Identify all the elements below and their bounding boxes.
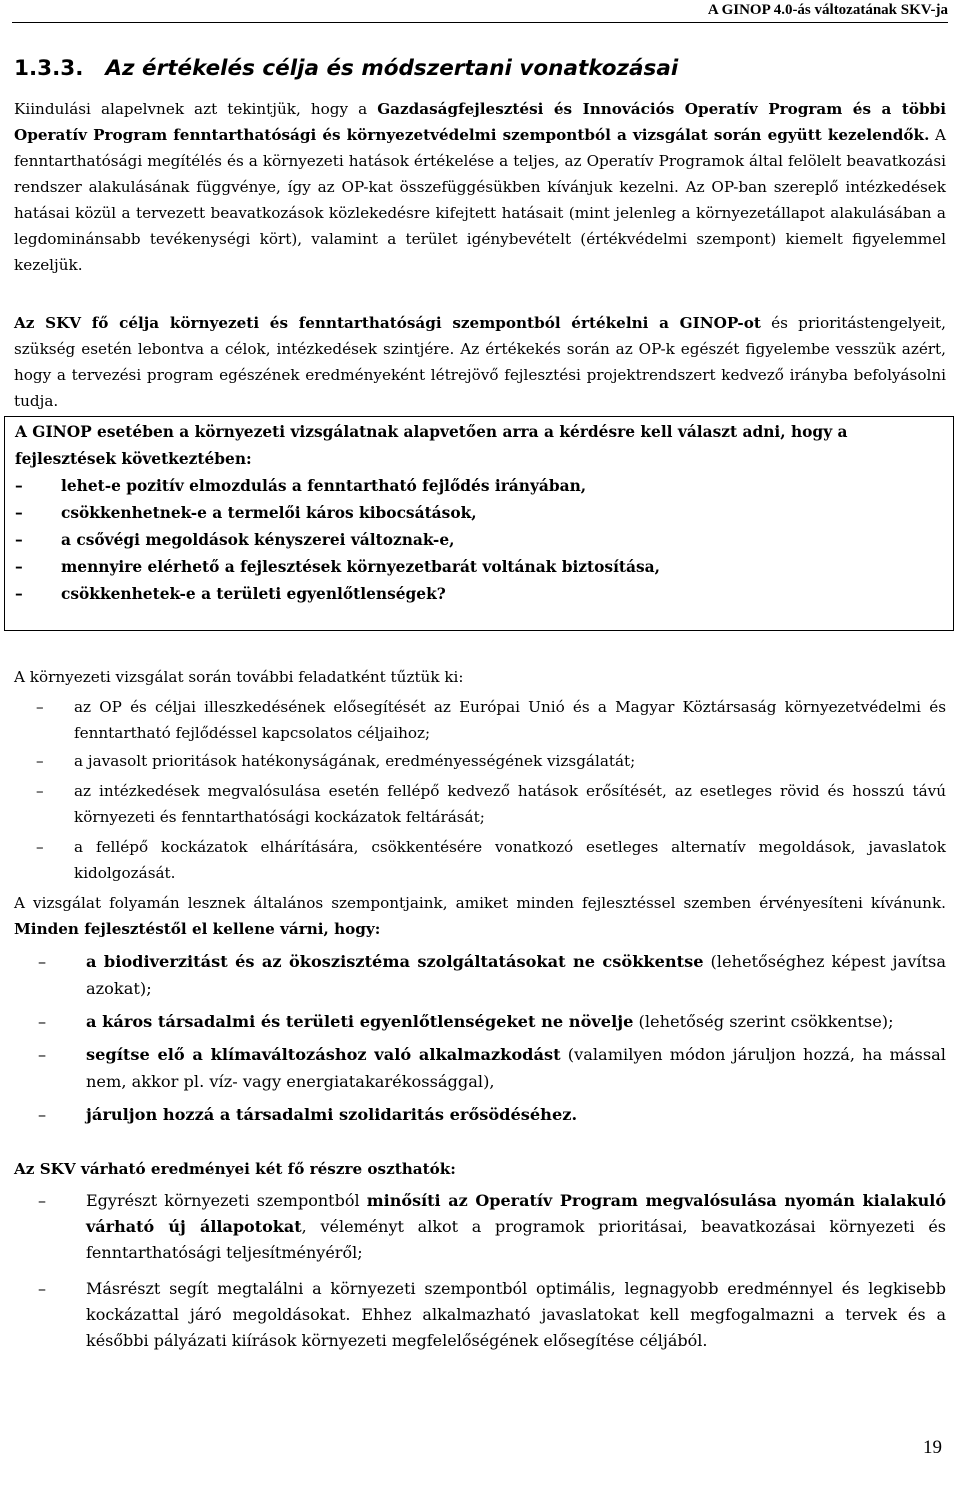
text-run: A vizsgálat folyamán lesznek általános szempontjaink, amiket minden fejlesztéssel szemben érvényesíteni kívánunk. xyxy=(14,894,946,912)
text-run: és prioritástengelyeit, szükség esetén lebontva a célok, intézkedések szintjére. Az értékekés során az OP-k egészét figyelembe vesszük azért, hogy a tervezési program egészének eredményeként létrejövő fejlesztési projektrendszert kedvező irányba befolyásolni tudja. xyxy=(14,314,946,410)
results-heading: Az SKV várható eredményei két fő részre oszthatók: xyxy=(14,1160,456,1178)
list-item: – a fellépő kockázatok elhárítására, csökkentésére vonatkozó esetleges alternatív megoldások, javaslatok kidolgozását. xyxy=(14,834,946,886)
tasks-block xyxy=(14,694,946,886)
text-run: A fenntarthatósági megítélés és a környezeti hatások értékelése a teljes, az Operatív Programok által felölelt beavatkozási rendszer alakulásának függvénye, így az OP-kat összefüggésükben kívánjuk kezelni. Az OP-ban szereplő intézkedések hatásai közül a tervezett beavatkozások közlekedésre kifejtett hatásait (mint jelenleg a környezetállapot alakulásában a legdominánsabb tevékenységi kört), valamint a terület igénybevételt (értékvédelmi szempont) kiemelt figyelemmel kezeljük. xyxy=(14,126,946,274)
section-heading xyxy=(14,56,678,81)
list-item: – Másrészt segít megtalálni a környezeti szempontból optimális, legnagyobb eredménnyel és legkisebb kockázattal járó megoldásokat. Ehhez alkalmazható javaslatokat kell megfogalmazni a tervek és a későbbi pályázati kiírások környezeti megfelelőségének elősegítése céljából. xyxy=(14,1276,946,1354)
list-item xyxy=(14,1188,946,1266)
list-item xyxy=(14,948,946,1002)
list-item xyxy=(14,1041,946,1095)
list-item: – csökkenhetek-e a területi egyenlőtlenségek? xyxy=(15,581,945,608)
text-run: Kiindulási alapelvnek azt tekintjük, hogy a xyxy=(14,100,378,118)
bold-run: járuljon hozzá a társadalmi szolidaritás erősödéséhez. xyxy=(86,1105,578,1124)
text-run: (valamilyen módon járuljon hozzá, ha mással nem, akkor pl. víz- vagy energiatakarékossággal), xyxy=(86,1045,946,1091)
list-item xyxy=(14,1008,946,1035)
tasks-intro xyxy=(14,664,946,690)
list-item: – mennyire elérhető a fejlesztések környezetbarát voltának biztosítása, xyxy=(15,554,945,581)
list-item: – a javasolt prioritások hatékonyságának, eredményességének vizsgálatát; xyxy=(14,748,946,774)
text-run: (lehetőség szerint csökkentse); xyxy=(633,1012,894,1031)
text-run: , véleményt alkot a programok prioritásai, beavatkozásai környezeti és fenntarthatósági teljesítményéről; xyxy=(86,1217,947,1262)
results-heading-block xyxy=(14,1156,946,1182)
key-question-content xyxy=(15,419,945,608)
bold-run: Az SKV fő célja környezeti és fenntarthatósági szempontból értékelni a GINOP-ot xyxy=(14,314,761,332)
general-block xyxy=(14,890,946,942)
tasks-list xyxy=(14,694,946,886)
results-block xyxy=(14,1188,946,1354)
list-item: – az OP és céljai illeszkedésének elősegítését az Európai Unió és a Magyar Köztársaság környezetvédelmi és fenntartható fejlődéssel kapcsolatos céljaihoz; xyxy=(14,694,946,746)
expectations-block xyxy=(14,948,946,1128)
key-question-intro: A GINOP esetében a környezeti vizsgálatnak alapvetően arra a kérdésre kell választ adni, hogy a fejlesztések következtében: xyxy=(15,423,848,468)
section-title: Az értékelés célja és módszertani vonatkozásai xyxy=(105,56,679,81)
header-rule xyxy=(12,22,948,23)
bold-run: Minden fejlesztéstől el kellene várni, hogy: xyxy=(14,920,381,938)
aim-block xyxy=(14,310,946,414)
bold-run: a biodiverzitást és az ökoszisztéma szolgáltatásokat ne csökkentse xyxy=(86,952,704,971)
list-item xyxy=(14,1101,946,1128)
page-number: 19 xyxy=(923,1437,942,1458)
list-item: – a csővégi megoldások kényszerei változnak-e, xyxy=(15,527,945,554)
list-item: – lehet-e pozitív elmozdulás a fenntartható fejlődés irányában, xyxy=(15,473,945,500)
running-header: A GINOP 4.0-ás változatának SKV-ja xyxy=(707,2,948,18)
paragraph-principle xyxy=(14,96,946,278)
expectations-list xyxy=(14,948,946,1128)
bold-run: minősíti az Operatív Program megvalósulása nyomán kialakuló várható új állapotokat xyxy=(86,1191,946,1236)
text-run: (lehetőséghez képest javítsa azokat); xyxy=(86,952,946,998)
list-item: – csökkenhetnek-e a termelői káros kibocsátások, xyxy=(15,500,945,527)
intro-block xyxy=(14,96,946,278)
paragraph-general xyxy=(14,890,946,942)
paragraph-tasks-intro: A környezeti vizsgálat során további feladatként tűztük ki: xyxy=(14,668,464,686)
key-question-box xyxy=(4,416,954,631)
bold-run: segítse elő a klímaváltozáshoz való alkalmazkodást xyxy=(86,1045,561,1064)
bold-run: Gazdaságfejlesztési és Innovációs Operatív Program és a többi Operatív Program fenntarthatósági és környezetvédelmi szempontból a vizsgálat során együtt kezelendők. xyxy=(14,100,946,144)
paragraph-aim xyxy=(14,310,946,414)
key-question-list xyxy=(15,473,945,608)
bold-run: a káros társadalmi és területi egyenlőtlenségeket ne növelje xyxy=(86,1012,634,1031)
section-number: 1.3.3. xyxy=(14,56,84,81)
text-run: Egyrészt környezeti szempontból xyxy=(86,1191,367,1210)
list-item: – az intézkedések megvalósulása esetén fellépő kedvező hatások erősítését, az esetleges rövid és hosszú távú környezeti és fenntarthatósági kockázatok feltárását; xyxy=(14,778,946,830)
results-list xyxy=(14,1188,946,1354)
